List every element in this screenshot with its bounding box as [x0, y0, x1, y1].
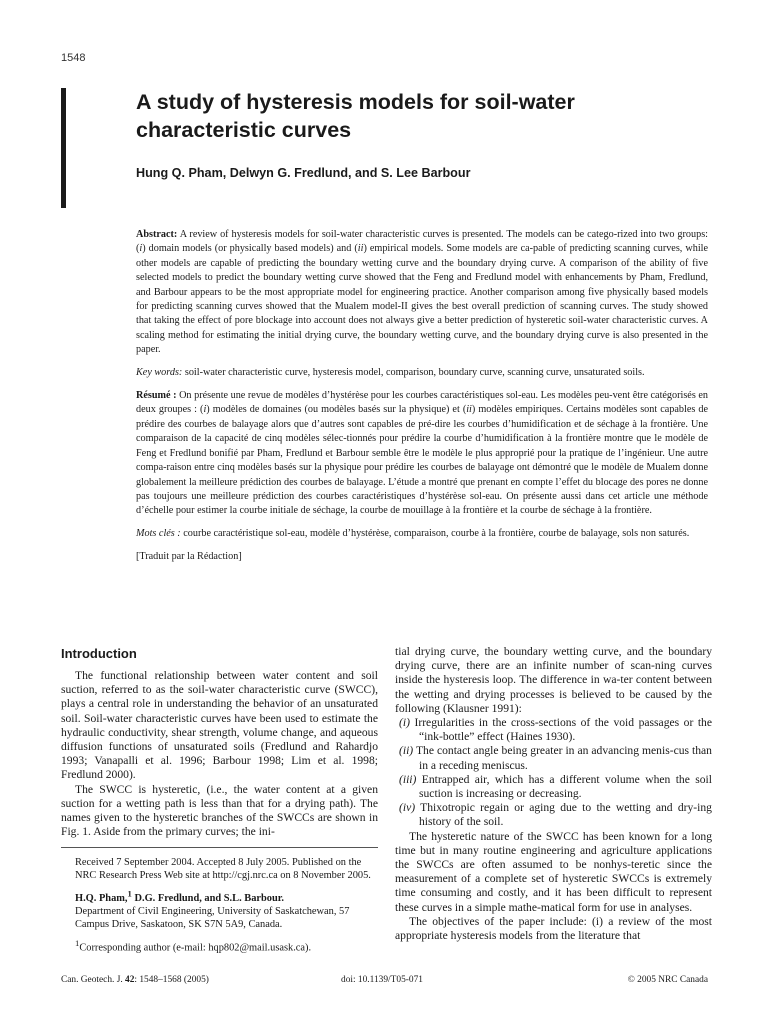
resume-text-1: On présente une revue de modèles d’hystérèse pour les courbes caractéristiques sol-eau. Les modèles peu-vent être catégorisés en deux groupes : ( [136, 390, 708, 416]
list-item-number: (iv) [399, 801, 416, 815]
list-item-text: The contact angle being greater in an advancing menis-cus than in a receding meniscus. [415, 744, 712, 772]
list-item [395, 773, 712, 801]
resume-label: Résumé : [136, 390, 177, 402]
resume-enum-2: ii [466, 404, 472, 416]
list-item-text: Thixotropic regain or aging due to the wetting and dry-ing history of the soil. [419, 801, 712, 829]
footnote-box [61, 847, 378, 961]
paper-title: A study of hysteresis models for soil-water characteristic curves [136, 90, 575, 142]
copyright: © 2005 NRC Canada [627, 975, 708, 985]
list-item-number: (ii) [399, 744, 414, 758]
abstract-paragraph [136, 228, 708, 358]
abstract-enum-1: i [139, 243, 143, 255]
resume-enum-1: i [203, 404, 207, 416]
abstract-block [136, 228, 708, 573]
abstract-enum-2: ii [357, 243, 364, 255]
abstract-text-3: ) empirical models. Some models are ca-pable of predicting scanning curves, while other models are capable of predicting the boundary wetting curve and the boundary drying curve. A comparison of the ability of five selected models to predict the boundary wetting curve showed that the Feng and Fredlund model with enhancements by Pham, Fredlund, and Barbour appears to be the most appropriate model for engineering practice. Another comparison among five physically based models for predicting scanning curves showed that the Mualem model-II gives the best overall prediction of scanning curves. The study showed that taking the effect of pore blockage into account does not always give a better prediction of hysteretic soil-water characteristic curves. A scaling method for estimating the initial drying curve, the boundary wetting curve, and the boundary drying curve is also presented in the paper. [136, 243, 709, 356]
list-item-text: Entrapped air, which has a different volume when the soil suction is increasing or decreasing. [419, 772, 712, 801]
abstract-text-1: A review of hysteresis models for soil-water characteristic curves is presented. The models can be catego-rized into two groups: ( [136, 229, 708, 255]
resume-paragraph [136, 389, 708, 519]
intro-paragraph-4: The objectives of the paper include: (i) a review of the most appropriate hysteresis models from the literature that [395, 914, 712, 943]
keywords-label: Key words: [136, 367, 183, 379]
mots-cles-label: Mots clés : [136, 528, 181, 540]
intro-paragraph-2: The SWCC is hysteretic, (i.e., the water content at a given suction for a wetting path is less than that for a drying path). The names given to the hysteretic branches of the SWCCs are shown in Fig. 1. Aside from the primary curves; the ini- [61, 782, 378, 839]
abstract-label: Abstract: [136, 229, 178, 240]
body-column-right [395, 645, 712, 943]
resume-text-2: ) modèles de domaines (ou modèles basés sur la physique) et ( [206, 404, 467, 416]
intro-paragraph-continued: tial drying curve, the boundary wetting curve, and the boundary drying curve, there are an infinite number of scan-ning curves inside the hysteresis loop. The difference in wa-ter content between the wetting and drying processes is believed to be caused by the following (Klausner 1991): [395, 645, 712, 715]
mots-cles-paragraph [136, 527, 708, 541]
doi: doi: 10.1139/T05-071 [341, 975, 423, 985]
keywords-text: soil-water characteristic curve, hysteresis model, comparison, boundary curve, scanning curve, unsaturated soils. [182, 367, 645, 379]
received-note: Received 7 September 2004. Accepted 8 July 2005. Published on the NRC Research Press Web site at http://cgj.nrc.ca on 8 November 2005. [75, 857, 371, 881]
title-rule [61, 88, 66, 208]
introduction-heading: Introduction [61, 646, 137, 661]
list-item [395, 801, 712, 829]
list-item-text: Irregularities in the cross-sections of the void passages or the “ink-bottle” effect (Haines 1930). [414, 716, 712, 744]
page-number: 1548 [61, 52, 86, 64]
list-item-number: (iii) [399, 772, 417, 786]
journal-citation: Can. Geotech. J. 42: 1548–1568 (2005) [61, 975, 209, 985]
list-item [395, 716, 712, 744]
body-column-left [61, 645, 378, 839]
list-item-number: (i) [399, 716, 410, 730]
intro-paragraph-3: The hysteretic nature of the SWCC has been known for a long time but in many routine engineering and agriculture applications the SWCCs are often assumed to be nonhys-teretic since the measurement of a complete set of hysteretic SWCCs is extremely time consuming and costly, and it has been difficult to represent these curves in a simple mathe-matical form for use in analyses. [395, 829, 712, 914]
footnote-authors: H.Q. Pham,$^1$ D.G. Fredlund, and S.L. Barbour. [75, 889, 285, 905]
paper-authors: Hung Q. Pham, Delwyn G. Fredlund, and S. Lee Barbour [136, 166, 471, 180]
intro-paragraph-1: The functional relationship between water content and soil suction, referred to as the soil-water characteristic curve (SWCC), plays a central role in understanding the behavior of an unsaturated soil. Soil-water characteristic curves have been used to estimate the hydraulic conductivity, shear strength, volume change, and aqueous diffusion functions of unsaturated soils (Fredlund and Rahardjo 1993; Vanapalli et al. 1996; Barbour 1998; Lim et al. 1998; Fredlund 2000). [61, 669, 378, 782]
resume-text-3: ) modèles empiriques. Certains modèles sont capables de prédire des courbes de balayage alors que d’autres sont capables de pré-dire les courbes d’humidification et de séchage à la frontière. Une comparaison de la capacité de cinq modèles sélec-tionnés pour prédire la courbe d’humidification à la frontière montre que le modèle de Feng et Fredlund bonifié par Pham, Fredlund et Barbour semble être le modèle le plus approprié pour la pratique de l’ingénieur. Une autre compa-raison entre cinq modèles basés sur la physique pour prédire les courbes de balayage ont démontré que le modèle de Mualem donne globalement la meilleure prédiction des courbes de balayage. L’étude a montré que prenant en compte l’effet du blocage des pores ne donne pas toujours une meilleure prédiction des courbes caractéristiques d’hystérèse sol-eau. On présente aussi dans cet article une méthode d’échelle pour estimer la courbe initiale de séchage, la courbe de mouillage à la frontière et la courbe de séchage à la frontière. [136, 404, 708, 517]
affiliation-text: Department of Civil Engineering, University of Saskatchewan, 57 Campus Drive, Saskatoon, SK S7N 5A9, Canada. [75, 906, 350, 931]
translation-note: [Traduit par la Rédaction] [136, 551, 242, 563]
abstract-text-2: ) domain models (or physically based models) and ( [142, 243, 358, 255]
author-affiliation [61, 888, 378, 931]
keywords-paragraph [136, 366, 708, 380]
mots-cles-text: courbe caractéristique sol-eau, modèle d’hystérèse, comparaison, courbe à la frontière, courbe de balayage, sols non saturés. [180, 528, 690, 540]
corresponding-author: $^1$Corresponding author (e-mail: hqp802@mail.usask.ca). [75, 938, 312, 954]
list-item [395, 744, 712, 772]
